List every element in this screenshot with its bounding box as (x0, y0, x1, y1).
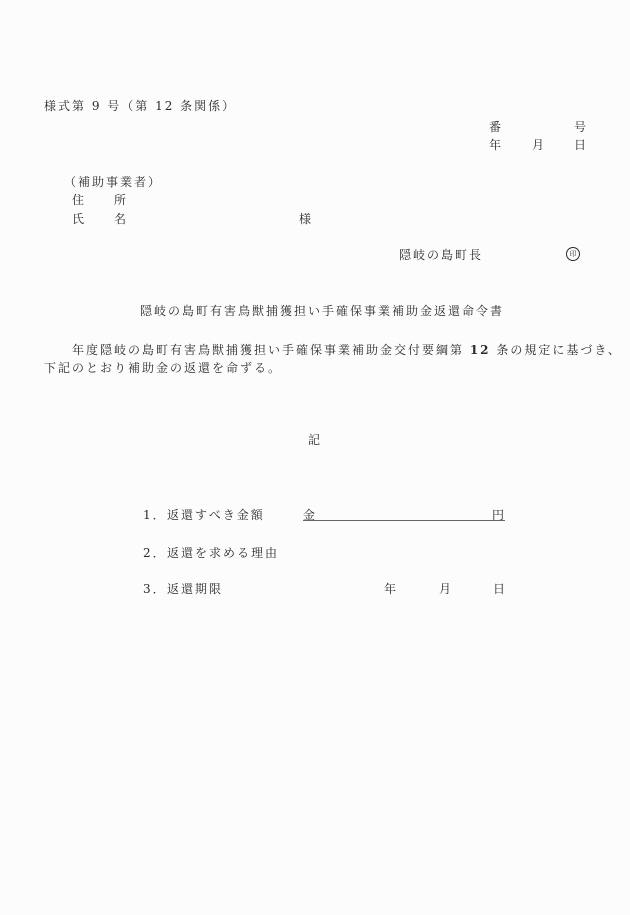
item-3-label: 返還期限 (167, 582, 224, 596)
amount-suffix-yen: 円 (492, 508, 507, 522)
date-month-label: 月 (532, 138, 547, 152)
document-number-label: 番 (489, 120, 504, 134)
document-title: 隠岐の島町有害鳥獣捕獲担い手確保事業補助金返還命令書 (140, 304, 505, 318)
recipient-heading: （補助事業者） (64, 175, 163, 189)
ki-heading: 記 (308, 433, 323, 447)
honorific-sama: 様 (299, 212, 314, 226)
amount-prefix: 金 (303, 508, 318, 522)
item-3-number: 3． (143, 582, 167, 596)
date-year-label: 年 (489, 138, 504, 152)
address-label-part-2: 所 (114, 193, 129, 207)
date-day-label: 日 (574, 138, 589, 152)
body-text-line-1-before: 年度隠岐の島町有害鳥獣捕獲担い手確保事業補助金交付要綱第 (72, 343, 470, 357)
deadline-month-label: 月 (439, 582, 454, 596)
refund-amount-field[interactable] (303, 506, 505, 521)
item-2-number: 2． (143, 546, 167, 560)
name-label-part-1: 氏 (72, 212, 87, 226)
form-number: 様式第 9 号（第 12 条関係） (44, 99, 237, 113)
item-2-label: 返還を求める理由 (167, 546, 280, 560)
address-label-part-1: 住 (72, 193, 87, 207)
issuer-name: 隠岐の島町長 (399, 248, 484, 262)
deadline-day-label: 日 (493, 582, 508, 596)
item-1-number: 1． (143, 508, 167, 522)
seal-icon: 印 (566, 247, 580, 261)
item-1-label: 返還すべき金額 (167, 508, 265, 522)
body-text-line-1 (72, 343, 622, 357)
article-number: 12 (469, 343, 491, 357)
body-text-line-2: 下記のとおり補助金の返還を命ずる。 (44, 361, 283, 375)
deadline-year-label: 年 (384, 582, 399, 596)
body-text-line-1-after: 条の規定に基づき、 (490, 343, 622, 357)
document-number-suffix: 号 (574, 120, 589, 134)
name-label-part-2: 名 (114, 212, 129, 226)
